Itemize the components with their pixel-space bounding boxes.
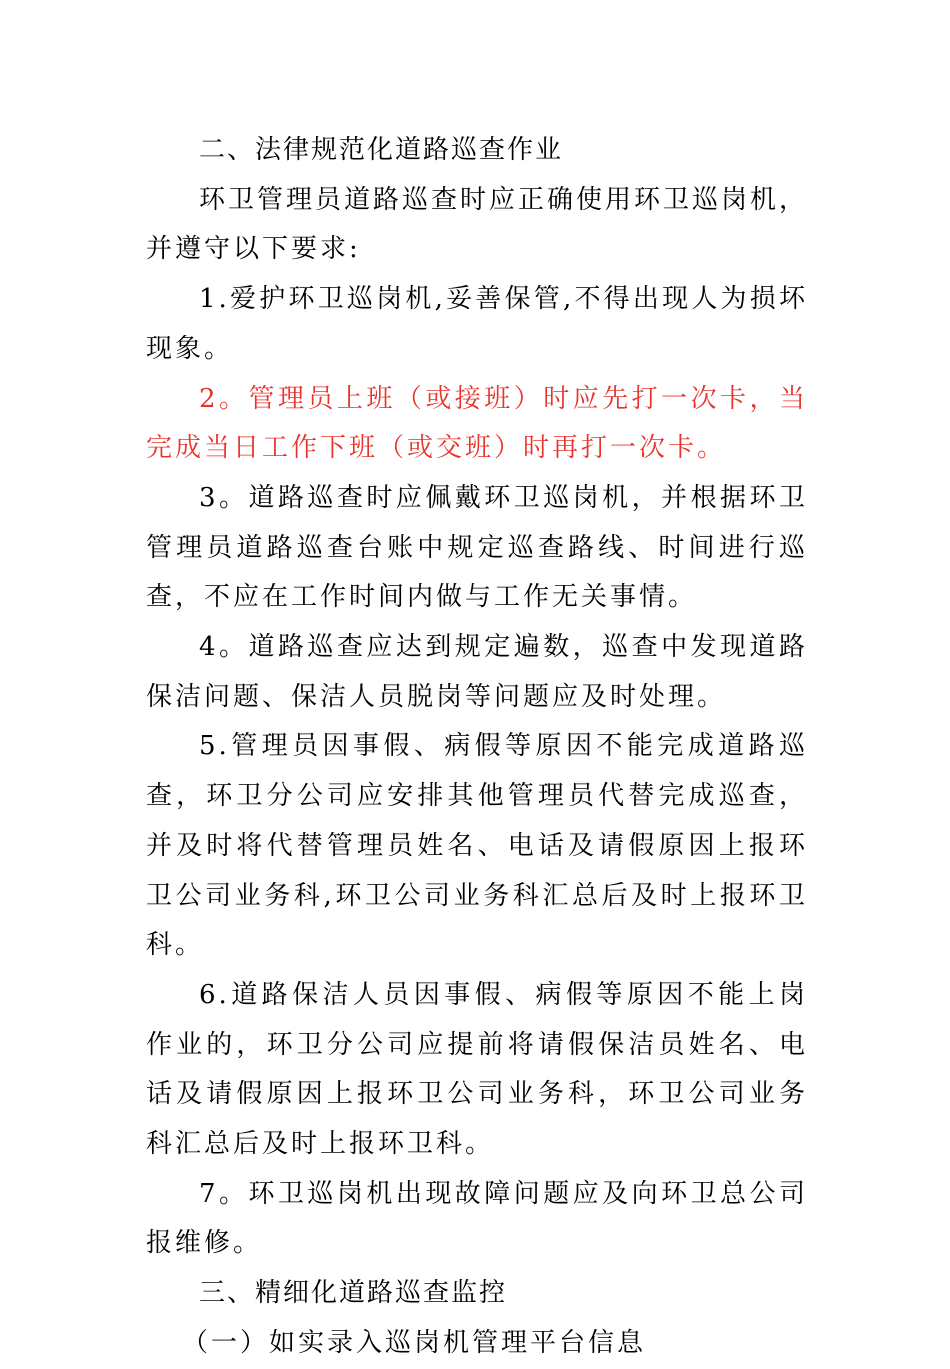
document-body [146, 126, 808, 1369]
intro-paragraph: 环卫管理员道路巡查时应正确使用环卫巡岗机，并遵守以下要求: [146, 184, 809, 265]
requirement-item-1: 1.爱护环卫巡岗机,妥善保管,不得出现人为损坏现象。 [146, 284, 808, 364]
requirement-item-4: 4。道路巡查应达到规定遍数，巡查中发现道路保洁问题、保洁人员脱岗等问题应及时处理。 [146, 632, 808, 712]
requirement-item-3: 3。道路巡查时应佩戴环卫巡岗机，并根据环卫管理员道路巡查台账中规定巡查路线、时间进行巡查，不应在工作时间内做与工作无关事情。 [146, 482, 808, 613]
subsection-heading-1: （一）如实录入巡岗机管理平台信息 [182, 1327, 647, 1358]
requirement-item-5: 5.管理员因事假、病假等原因不能完成道路巡查，环卫分公司应安排其他管理员代替完成巡查，并及时将代替管理员姓名、电话及请假原因上报环卫公司业务科,环卫公司业务科汇总后及时上报环卫科。 [146, 731, 808, 961]
section-heading-2: 二、法律规范化道路巡查作业 [199, 135, 564, 165]
section-heading-3: 三、精细化道路巡查监控 [199, 1278, 508, 1309]
requirement-item-7: 7。环卫巡岗机出现故障问题应及向环卫总公司报维修。 [146, 1178, 808, 1259]
requirement-item-6: 6.道路保洁人员因事假、病假等原因不能上岗作业的，环卫分公司应提前将请假保洁员姓名、电话及请假原因上报环卫公司业务科，环卫公司业务科汇总后及时上报环卫科。 [146, 979, 808, 1160]
requirement-item-2: 2。管理员上班（或接班）时应先打一次卡，当完成当日工作下班（或交班）时再打一次卡。 [146, 383, 808, 464]
